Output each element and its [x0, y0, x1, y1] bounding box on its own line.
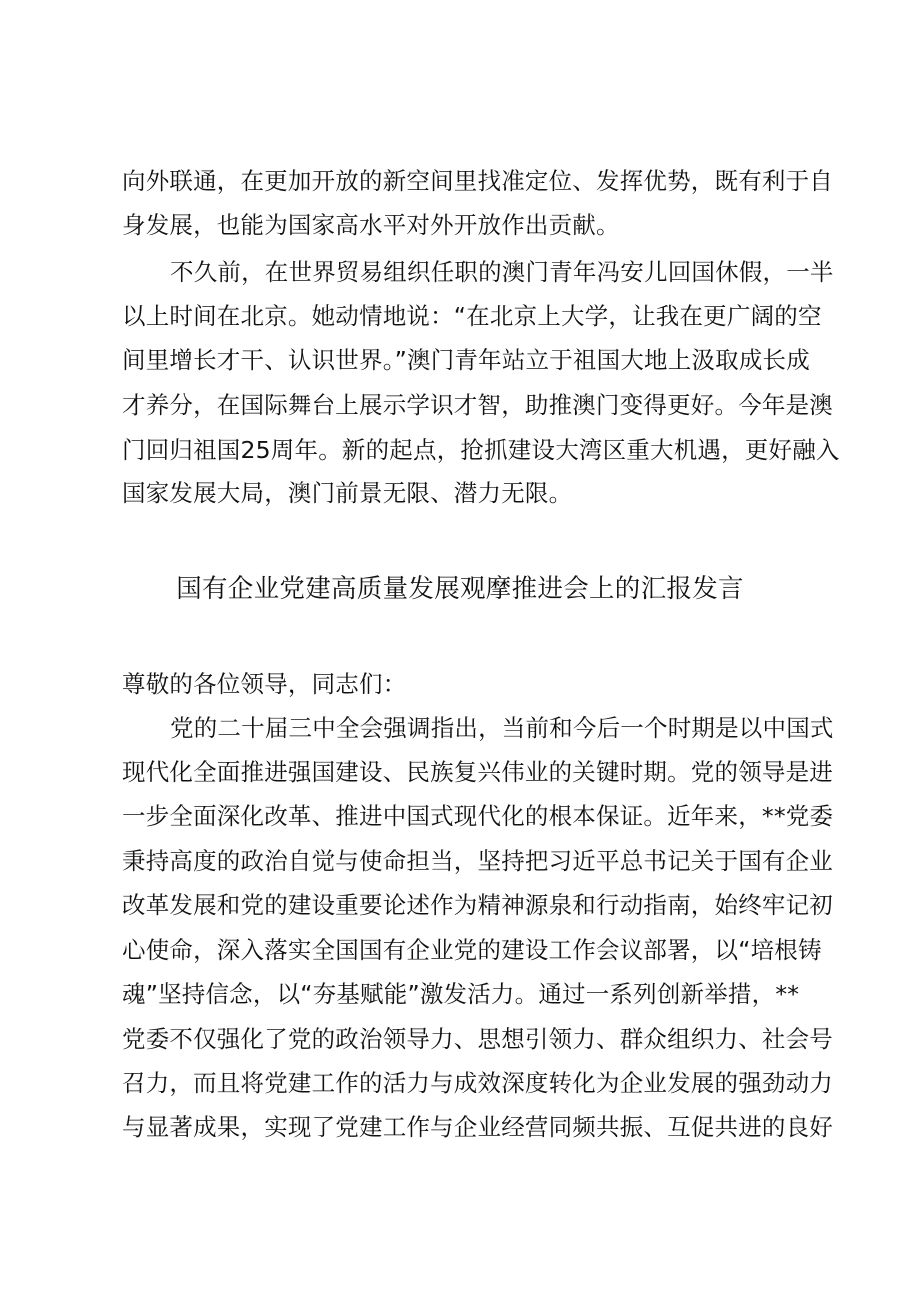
paragraph-line: 改革发展和党的建设重要论述作为精神源泉和行动指南，始终牢记初 [122, 891, 833, 919]
paragraph-line: 秉持高度的政治自觉与使命担当，坚持把习近平总书记关于国有企业 [122, 847, 833, 875]
speech-title: 国有企业党建高质量发展观摩推进会上的汇报发言 [176, 574, 744, 604]
paragraph-line: 间里增长才干、认识世界。”澳门青年站立于祖国大地上汲取成长成 [122, 346, 810, 374]
paragraph-line: 一步全面深化改革、推进中国式现代化的根本保证。近年来，**党委 [122, 802, 834, 830]
paragraph-line: 不久前，在世界贸易组织任职的澳门青年冯安儿回国休假，一半 [170, 258, 834, 286]
paragraph-line: 身发展，也能为国家高水平对外开放作出贡献。 [122, 211, 620, 239]
paragraph-line: 魂”坚持信念，以“夯基赋能”激发活力。通过一系列创新举措，** [122, 980, 800, 1008]
paragraph-line: 召力，而且将党建工作的活力与成效深度转化为企业发展的强劲动力 [122, 1069, 833, 1097]
salutation: 尊敬的各位领导，同志们： [122, 670, 407, 698]
paragraph-line: 才养分，在国际舞台上展示学识才智，助推澳门变得更好。今年是澳 [122, 391, 833, 419]
paragraph-line: 现代化全面推进强国建设、民族复兴伟业的关键时期。党的领导是进 [122, 758, 833, 786]
paragraph-line: 党委不仅强化了党的政治领导力、思想引领力、群众组织力、社会号 [122, 1025, 833, 1053]
paragraph-line: 党的二十届三中全会强调指出，当前和今后一个时期是以中国式 [170, 714, 834, 742]
paragraph-line: 国家发展大局，澳门前景无限、潜力无限。 [122, 479, 573, 507]
paragraph-line: 门回归祖国25周年。新的起点，抢抓建设大湾区重大机遇，更好融入 [122, 436, 840, 464]
paragraph-line: 向外联通，在更加开放的新空间里找准定位、发挥优势，既有利于自 [122, 167, 833, 195]
paragraph-line: 与显著成果，实现了党建工作与企业经营同频共振、互促共进的良好 [122, 1113, 833, 1141]
paragraph-line: 以上时间在北京。她动情地说：“在北京上大学，让我在更广阔的空 [122, 302, 822, 330]
paragraph-line: 心使命，深入落实全国国有企业党的建设工作会议部署，以“培根铸 [122, 936, 822, 964]
